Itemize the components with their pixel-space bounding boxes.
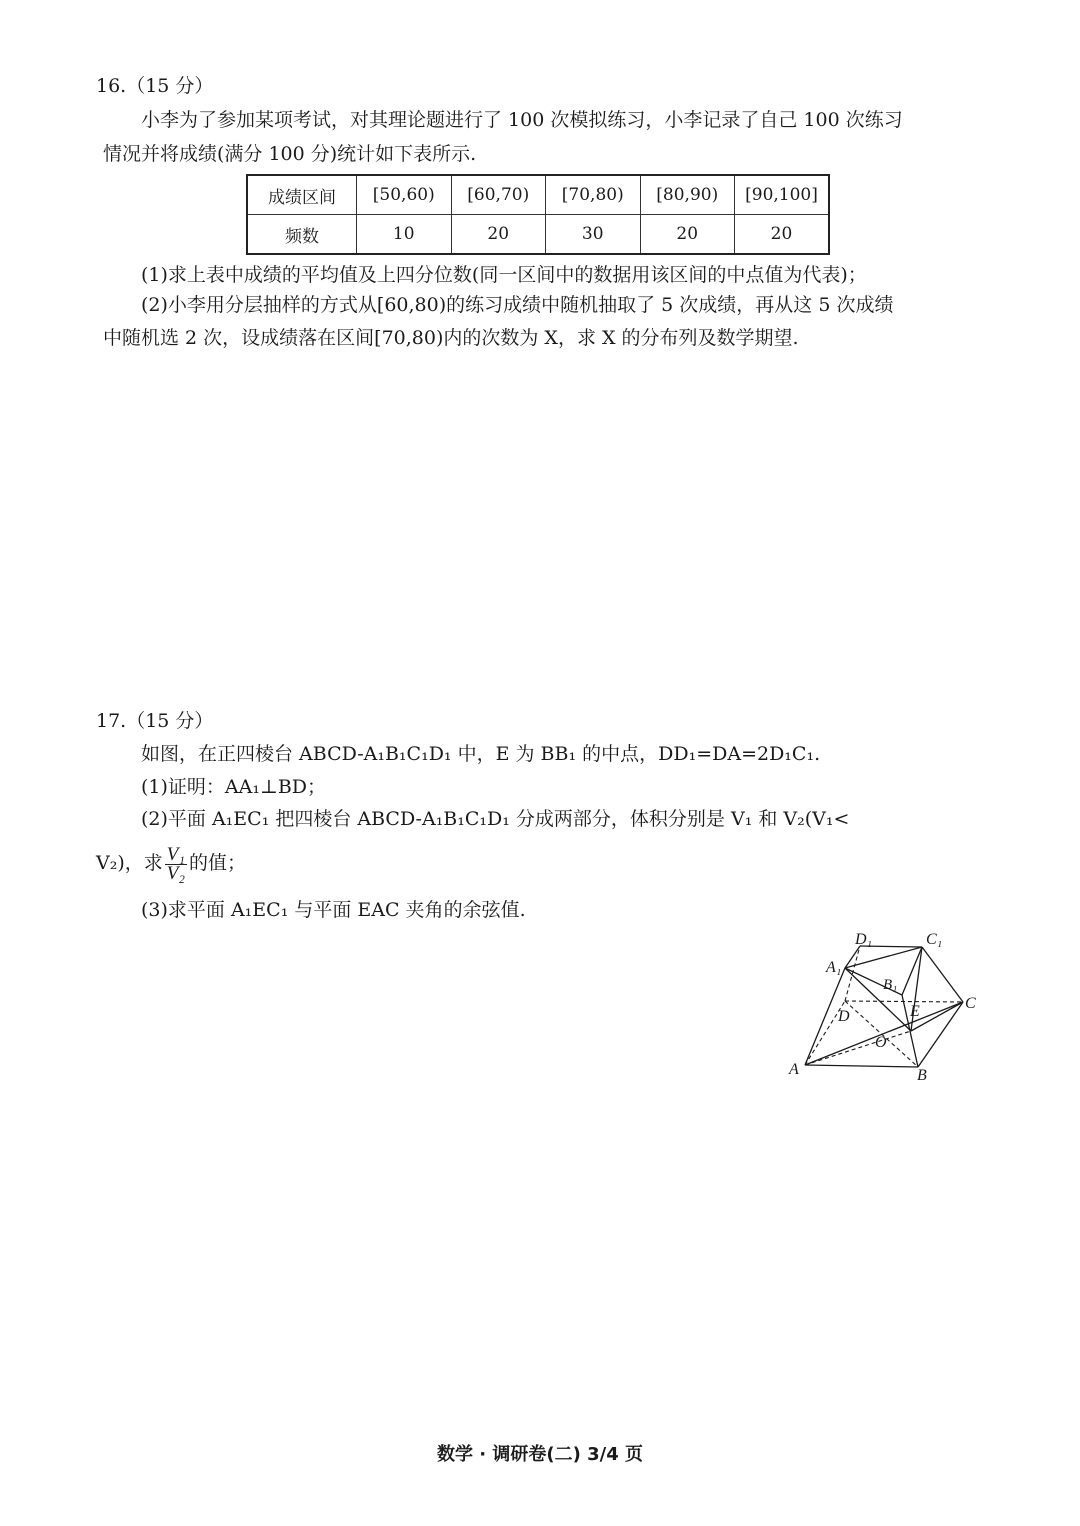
q16-part1: (1)求上表中成绩的平均值及上四分位数(同一区间中的数据用该区间的中点值为代表)；: [141, 264, 867, 286]
interval-cell: [90,100]: [735, 175, 830, 215]
label-B1: B₁: [883, 977, 898, 993]
label-O: O: [875, 1034, 887, 1051]
table-row-intervals: [247, 175, 829, 215]
q17-intro: 如图，在正四棱台 ABCD-A₁B₁C₁D₁ 中，E 为 BB₁ 的中点，DD₁=DA=2D₁C₁.: [141, 743, 821, 765]
row-label-frequency: 频数: [247, 215, 357, 255]
q16-part2-line2: 中随机选 2 次，设成绩落在区间[70,80)内的次数为 X，求 X 的分布列及数学期望.: [103, 327, 799, 349]
edge-BC: [918, 1002, 963, 1067]
label-E: E: [910, 1003, 920, 1020]
fraction-denominator: V₂: [166, 862, 185, 884]
interval-cell: [50,60): [357, 175, 452, 215]
table-row-counts: [247, 215, 829, 255]
count-cell: 20: [640, 215, 735, 255]
count-cell: 20: [451, 215, 546, 255]
fraction-numerator: V₁: [166, 843, 185, 865]
label-B: B: [917, 1067, 927, 1084]
edge-AE-hidden: [805, 1031, 911, 1065]
frustum-figure: [780, 925, 980, 1085]
edge-DC-hidden: [845, 1001, 963, 1002]
q16-intro-line1: 小李为了参加某项考试，对其理论题进行了 100 次模拟练习，小李记录了自己 100 次练习: [141, 109, 903, 131]
interval-cell: [70,80): [546, 175, 641, 215]
q17-part2-suffix: 的值；: [188, 852, 246, 874]
volume-ratio-fraction: [165, 843, 187, 884]
label-C: C: [965, 995, 976, 1012]
edge-AB: [805, 1065, 918, 1067]
interval-cell: [60,70): [451, 175, 546, 215]
count-cell: 30: [546, 215, 641, 255]
interval-cell: [80,90): [640, 175, 735, 215]
q16-intro-line2: 情况并将成绩(满分 100 分)统计如下表所示.: [103, 143, 477, 165]
q16-header: 16.（15 分）: [96, 75, 214, 97]
row-label-interval: 成绩区间: [247, 175, 357, 215]
count-cell: 20: [735, 215, 830, 255]
label-A1: A₁: [826, 959, 842, 976]
label-A: A: [789, 1061, 799, 1078]
edge-CC1: [922, 947, 963, 1002]
q17-part2-prefix: V₂)，求: [96, 852, 163, 874]
label-D1: D₁: [855, 931, 873, 948]
q16-part2-line1: (2)小李用分层抽样的方式从[60,80)的练习成绩中随机抽取了 5 次成绩，再从这 5 次成绩: [141, 294, 894, 316]
count-cell: 10: [357, 215, 452, 255]
q17-part2-line1: (2)平面 A₁EC₁ 把四棱台 ABCD-A₁B₁C₁D₁ 分成两部分，体积分别是 V₁ 和 V₂(V₁<: [141, 808, 850, 830]
q17-part2-line2: [96, 844, 246, 883]
score-frequency-table: [246, 174, 830, 255]
q17-part3: (3)求平面 A₁EC₁ 与平面 EAC 夹角的余弦值.: [141, 899, 526, 921]
q17-header: 17.（15 分）: [96, 710, 214, 732]
label-C1: C₁: [926, 931, 943, 948]
q17-part1: (1)证明：AA₁⊥BD；: [141, 776, 327, 798]
label-D: D: [838, 1008, 850, 1025]
edge-A1E: [845, 968, 911, 1031]
page-footer: 数学 · 调研卷(二) 3/4 页: [437, 1444, 643, 1465]
